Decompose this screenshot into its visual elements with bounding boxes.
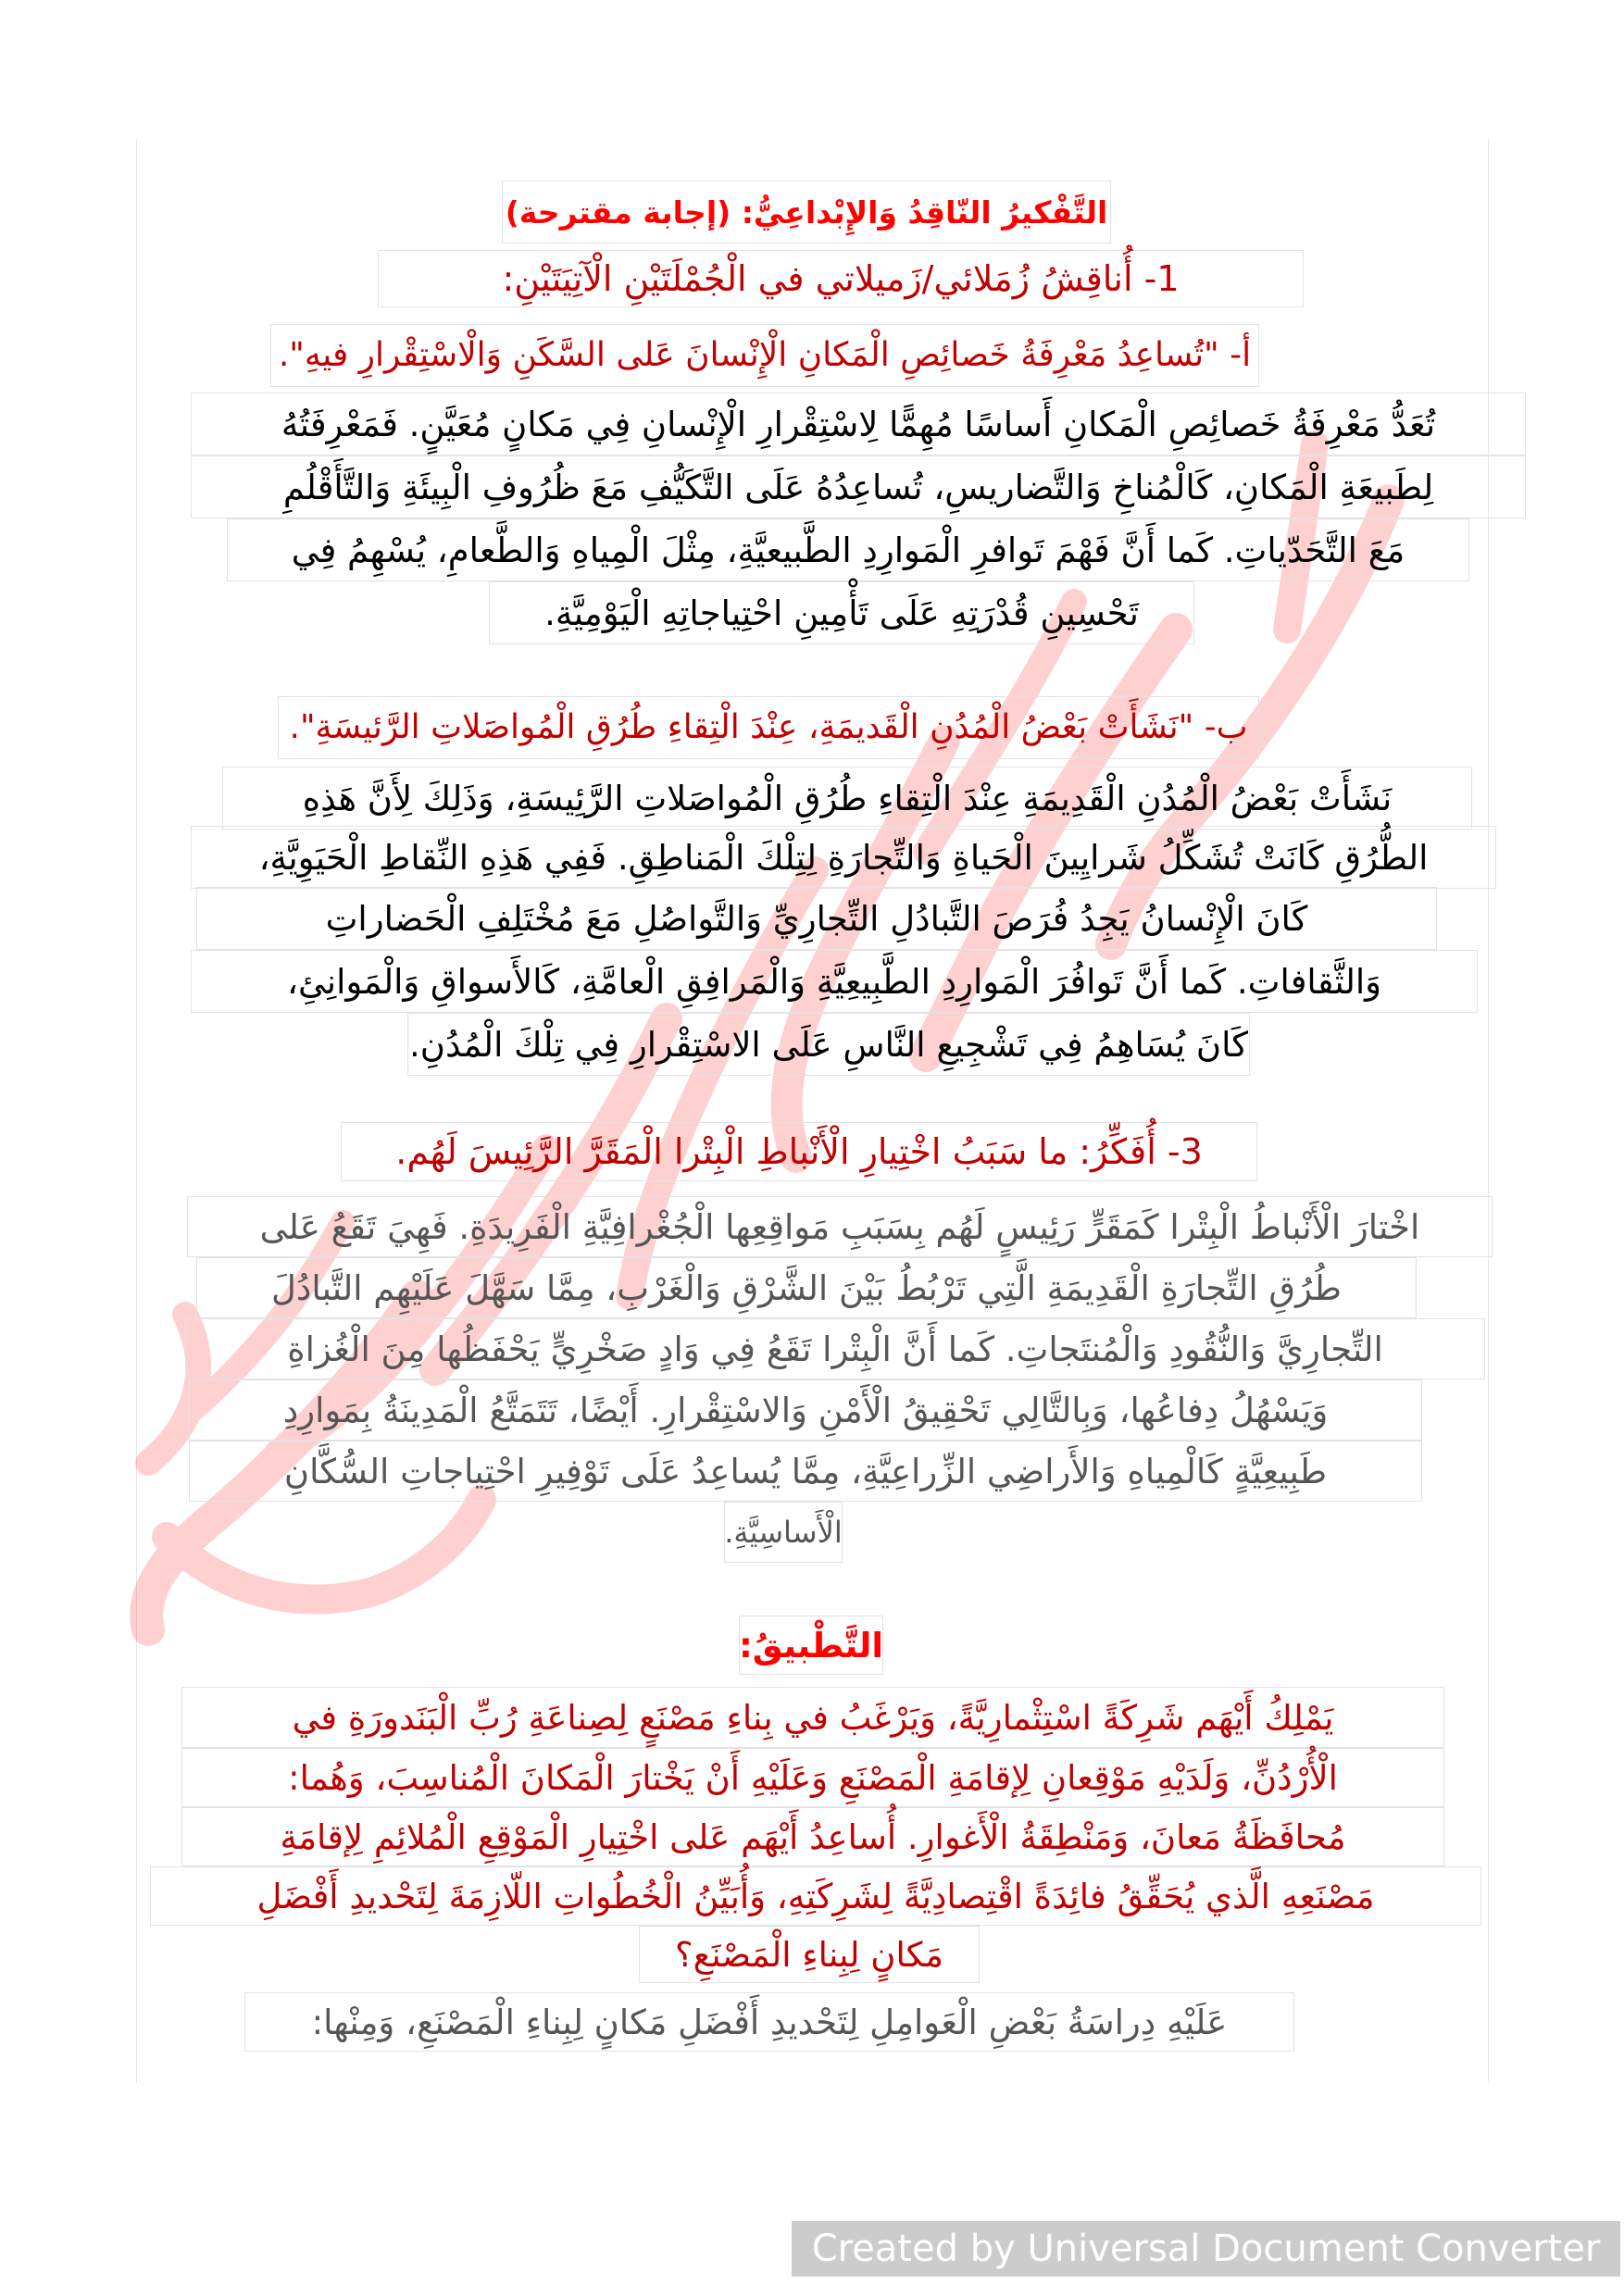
sentence-b-answer-line: كَانَ الْإِنْسانُ يَجِدُ فُرَصَ التَّبادُلِ التِّجارِيِّ وَالتَّواصُلِ مَعَ مُخْتَلِفِ الْحَضاراتِ xyxy=(196,887,1437,950)
question-3-answer-line: وَيَسْهُلُ دِفاعُها، وَبِالتَّالِي تَحْقِيقُ الْأَمْنِ وَالاسْتِقْرارِ. أَيْضًا، تَتَمَتَّعُ الْمَدِينَةُ بِمَوارِدِ xyxy=(189,1379,1422,1441)
sentence-b-heading: ب- "نَشَأَتْ بَعْضُ الْمُدُنِ الْقَديمَةِ، عِنْدَ الْتِقاءِ طُرُقِ الْمُواصَلاتِ الرَّئيسَةِ". xyxy=(278,696,1259,759)
application-question-line: يَمْلِكُ أَيْهَم شَرِكَةً اسْتِثْمارِيَّةً، وَيَرْغَبُ في بِناءِ مَصْنَعٍ لِصِناعَةِ رُبِّ الْبَنَدورَةِ في xyxy=(181,1687,1444,1748)
converter-footer-banner: Created by Universal Document Converter xyxy=(792,2221,1620,2277)
question-3-answer-line: الْأَساسِيَّةِ. xyxy=(724,1502,843,1563)
question-1-heading: 1- أُناقِشُ زُمَلائي/زَميلاتي في الْجُمْلَتَيْنِ الْآتِيَتَيْنِ: xyxy=(378,250,1304,307)
watermark-stroke xyxy=(167,1500,481,1600)
question-3-answer-line: طُرُقِ التِّجارَةِ الْقَدِيمَةِ الَّتِي تَرْبُطُ بَيْنَ الشَّرْقِ وَالْغَرْبِ، مِمَّا سَهَّلَ عَلَيْهِم التَّبادُلَ xyxy=(196,1257,1417,1318)
application-answer-line: عَلَيْهِ دِراسَةُ بَعْضِ الْعَوامِلِ لِتَحْديدِ أَفْضَلِ مَكانٍ لِبِناءِ الْمَصْنَعِ، وَمِنْها: xyxy=(244,1992,1294,2052)
question-3-answer-line: التِّجارِيَّ وَالنُّقُودِ وَالْمُنتَجاتِ. كَما أَنَّ الْبِتْرا تَقَعُ فِي وَادٍ صَخْرِيٍّ يَحْفَظُها مِنَ الْغُزاةِ xyxy=(185,1318,1485,1379)
sentence-a-heading: أ- "تُساعِدُ مَعْرِفَةُ خَصائِصِ الْمَكانِ الْإِنْسانَ عَلى السَّكَنِ وَالْاسْتِقْرارِ فيهِ". xyxy=(270,324,1259,387)
left-margin-line xyxy=(136,139,137,2083)
sentence-b-answer-line: نَشَأَتْ بَعْضُ الْمُدُنِ الْقَدِيمَةِ عِنْدَ الْتِقاءِ طُرُقِ الْمُواصَلاتِ الرَّئِيسَةِ، وَذَلِكَ لِأَنَّ هَذِهِ xyxy=(222,767,1472,830)
sentence-a-answer-line: تَحْسِينِ قُدْرَتِهِ عَلَى تَأْمِينِ احْتِياجاتِهِ الْيَوْمِيَّةِ. xyxy=(489,581,1194,644)
sentence-b-answer-line: كَانَ يُسَاهِمُ فِي تَشْجِيعِ النَّاسِ عَلَى الاسْتِقْرارِ فِي تِلْكَ الْمُدُنِ. xyxy=(407,1013,1250,1076)
question-3-answer-line: طَبِيعِيَّةٍ كَالْمِياهِ وَالأَراضِي الزِّراعِيَّةِ، مِمَّا يُساعِدُ عَلَى تَوْفِيرِ احْتِياجاتِ السُّكَّانِ xyxy=(189,1441,1422,1502)
sentence-b-answer-line: وَالثَّقافاتِ. كَما أَنَّ تَوافُرَ الْمَوارِدِ الطَّبِيعِيَّةِ وَالْمَرافِقِ الْعامَّةِ، كَالأَسواقِ وَالْمَوانِئِ، xyxy=(191,950,1478,1013)
question-3-answer-line: اخْتارَ الْأَنْباطُ الْبِتْرا كَمَقَرٍّ رَئِيسٍ لَهُم بِسَبَبِ مَواقِعِها الْجُغْرافِيَّةِ الْفَرِيدَةِ. فَهِيَ تَقَعُ عَلى xyxy=(187,1196,1493,1257)
application-question-line: مُحافَظَةُ مَعانَ، وَمَنْطِقَةُ الْأَغوارِ. أُساعِدُ أَيْهَم عَلى اخْتِيارِ الْمَوْقِعِ الْمُلائِمِ لِإقامَةِ xyxy=(181,1807,1444,1866)
sentence-a-answer-line: مَعَ التَّحَدّياتِ. كَما أَنَّ فَهْمَ تَوافرِ الْمَوارِدِ الطَّبيعيَّةِ، مِثْلَ الْمِياهِ وَالطَّعامِ، يُسْهِمُ فِي xyxy=(227,518,1469,581)
application-heading: التَّطْبيقُ: xyxy=(739,1616,883,1675)
application-question-line: مَصْنَعِهِ الَّذي يُحَقِّقُ فائِدَةً اقْتِصادِيَّةً لِشَرِكَتِهِ، وَأُبَيِّنُ الْخُطُواتِ اللّازِمَةَ لِتَحْديدِ أَفْضَلِ xyxy=(150,1866,1481,1926)
sentence-b-answer-line: الطُّرُقِ كَانَتْ تُشَكِّلُ شَرايِينَ الْحَياةِ وَالتِّجارَةِ لِتِلْكَ الْمَناطِقِ. فَفِي هَذِهِ النِّقاطِ الْحَيَوِيَّةِ، xyxy=(191,826,1496,889)
application-question-line: الْأُرْدُنِّ، وَلَدَيْهِ مَوْقِعانِ لِإقامَةِ الْمَصْنَعِ وَعَلَيْهِ أَنْ يَخْتارَ الْمَكانَ الْمُناسِبَ، وَهُما: xyxy=(181,1748,1444,1807)
application-question-line: مَكانٍ لِبِناءِ الْمَصْنَعِ؟ xyxy=(639,1926,980,1983)
page-title: التَّفْكيرُ النّاقِدُ وَالإِبْداعِيُّ: (إجابة مقترحة) xyxy=(502,181,1111,243)
sentence-a-answer-line: تُعَدُّ مَعْرِفَةُ خَصائِصِ الْمَكانِ أَساسًا مُهِمًّا لِاسْتِقْرارِ الْإِنْسانِ فِي مَكانٍ مُعَيَّنٍ. فَمَعْرِفَتُهُ xyxy=(191,393,1526,455)
question-3-heading: 3- أُفَكِّرُ: ما سَبَبُ اخْتِيارِ الْأَنْباطِ الْبِتْرا الْمَقَرَّ الرَّئِيسَ لَهُم. xyxy=(341,1122,1257,1181)
sentence-a-answer-line: لِطَبيعَةِ الْمَكانِ، كَالْمُناخِ وَالتَّضاريسِ، تُساعِدُهُ عَلَى التَّكَيُّفِ مَعَ ظُرُوفِ الْبِيئَةِ وَالتَّأَقْلُمِ xyxy=(191,455,1526,518)
